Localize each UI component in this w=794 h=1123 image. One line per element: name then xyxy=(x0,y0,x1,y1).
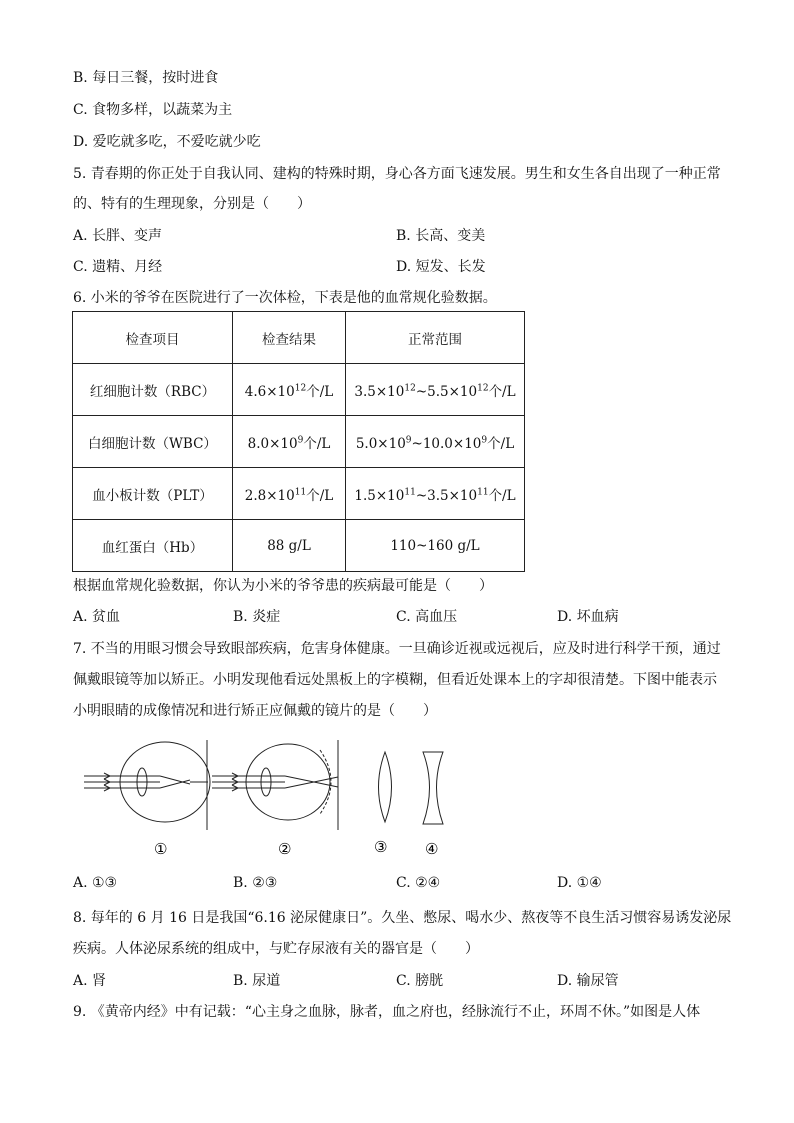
row-range: $3.5\times 10^{12}\sim 5.5\times 10^{12}$个/L xyxy=(346,364,525,416)
q4-option-c: C. 食物多样，以蔬菜为主 xyxy=(73,102,233,118)
header-result: 检查结果 xyxy=(233,312,346,364)
eye-diagram-1 xyxy=(84,740,210,830)
row-result: $4.6\times 10^{12}$个/L xyxy=(233,364,346,416)
header-range: 正常范围 xyxy=(346,312,525,364)
q6-option-d: D. 坏血病 xyxy=(557,609,619,625)
table-row xyxy=(73,468,525,520)
q6-option-a: A. 贫血 xyxy=(73,609,121,625)
row-result: $8.0\times 10^9$个/L xyxy=(233,416,346,468)
table-row xyxy=(73,364,525,416)
q8-option-c: C. 膀胱 xyxy=(396,973,444,989)
q5-stem-line1: 5. 青春期的你正处于自我认同、建构的特殊时期，身心各方面飞速发展。男生和女生各自出现了一种正常 xyxy=(73,166,721,182)
row-range: $5.0\times 10^9\sim 10.0\times 10^9$个/L xyxy=(346,416,525,468)
q8-stem-line1: 8. 每年的 6 月 16 日是我国“6.16 泌尿健康日”。久坐、憋尿、喝水少、熬夜等不良生活习惯容易诱发泌尿 xyxy=(73,910,732,926)
q7-stem-line1: 7. 不当的用眼习惯会导致眼部疾病，危害身体健康。一旦确诊近视或远视后，应及时进行科学干预，通过 xyxy=(73,641,721,657)
q5-stem-line2: 的、特有的生理现象，分别是（ ） xyxy=(73,196,311,212)
q7-stem-line3: 小明眼睛的成像情况和进行矫正应佩戴的镜片的是（ ） xyxy=(73,703,437,719)
q6-option-c: C. 高血压 xyxy=(396,609,458,625)
q7-option-a: A. ①③ xyxy=(73,875,118,891)
row-item: 血小板计数（PLT） xyxy=(73,468,233,520)
eye-lens-figure xyxy=(80,732,480,862)
q5-option-c: C. 遗精、月经 xyxy=(73,259,163,275)
q8-option-d: D. 输尿管 xyxy=(557,973,619,989)
row-result: $2.8\times 10^{11}$个/L xyxy=(233,468,346,520)
eye-diagram-2 xyxy=(212,740,338,830)
q7-option-d: D. ①④ xyxy=(557,875,602,891)
concave-lens xyxy=(423,752,443,824)
q7-option-c: C. ②④ xyxy=(396,875,441,891)
row-range: $1.5\times 10^{11}\sim 3.5\times 10^{11}$个/L xyxy=(346,468,525,520)
q8-option-b: B. 尿道 xyxy=(233,973,281,989)
q7-stem-line2: 佩戴眼镜等加以矫正。小明发现他看远处黑板上的字模糊，但看近处课本上的字却很清楚。下图中能表示 xyxy=(73,672,717,688)
table-row xyxy=(73,520,525,572)
q5-option-a: A. 长胖、变声 xyxy=(73,228,163,244)
figure-label-3: ③ xyxy=(374,838,388,856)
q5-option-b: B. 长高、变美 xyxy=(396,228,486,244)
convex-lens xyxy=(379,752,392,822)
q7-option-b: B. ②③ xyxy=(233,875,278,891)
table-row xyxy=(73,416,525,468)
table-header-row xyxy=(73,312,525,364)
figure-label-4: ④ xyxy=(425,840,439,858)
q9-stem-line1: 9. 《黄帝内经》中有记载：“心主身之血脉，脉者，血之府也，经脉流行不止，环周不休。”如图是人体 xyxy=(73,1004,701,1020)
row-item: 红细胞计数（RBC） xyxy=(73,364,233,416)
row-range: 110~160 g/L xyxy=(346,520,525,572)
header-item: 检查项目 xyxy=(73,312,233,364)
figure-label-2: ② xyxy=(278,840,292,858)
q4-option-d: D. 爱吃就多吃，不爱吃就少吃 xyxy=(73,134,261,150)
q8-option-a: A. 肾 xyxy=(73,973,107,989)
q4-option-b: B. 每日三餐，按时进食 xyxy=(73,70,219,86)
q8-stem-line2: 疾病。人体泌尿系统的组成中，与贮存尿液有关的器官是（ ） xyxy=(73,941,479,957)
row-item: 白细胞计数（WBC） xyxy=(73,416,233,468)
q6-stem: 6. 小米的爷爷在医院进行了一次体检，下表是他的血常规化验数据。 xyxy=(73,290,497,306)
row-item: 血红蛋白（Hb） xyxy=(73,520,233,572)
q5-option-d: D. 短发、长发 xyxy=(396,259,486,275)
q6-option-b: B. 炎症 xyxy=(233,609,281,625)
q6-question: 根据血常规化验数据，你认为小米的爷爷患的疾病最可能是（ ） xyxy=(73,578,493,594)
row-result: 88 g/L xyxy=(233,520,346,572)
blood-test-table xyxy=(72,311,525,572)
figure-label-1: ① xyxy=(154,840,168,858)
